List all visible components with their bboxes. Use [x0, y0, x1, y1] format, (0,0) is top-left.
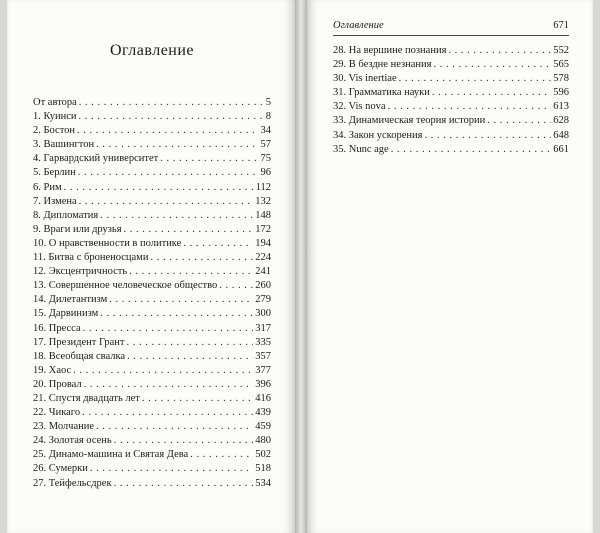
- toc-entry: [333, 86, 569, 100]
- toc-entry-title: 12. Эксцентричность: [33, 266, 128, 278]
- toc-entry: [33, 223, 271, 237]
- toc-entry: [33, 166, 271, 180]
- toc-entry-title: 19. Хаос: [33, 364, 72, 376]
- toc-entry-page-number: 8: [265, 111, 271, 123]
- toc-entry-title: 7. Измена: [33, 195, 77, 207]
- toc-entry-title: 33. Динамическая теория истории: [333, 115, 486, 127]
- toc-entry: [33, 378, 271, 392]
- toc-dot-leader: [64, 181, 254, 195]
- toc-entry: [33, 293, 271, 307]
- toc-entry-page-number: 112: [255, 181, 271, 193]
- toc-entry-page-number: 96: [260, 167, 271, 179]
- toc-entry-page-number: 34: [260, 125, 271, 137]
- toc-entry-title: 34. Закон ускорения: [333, 129, 423, 141]
- toc-entry: [33, 195, 271, 209]
- toc-entry-title: 22. Чикаго: [33, 407, 81, 419]
- toc-entry-page-number: 628: [553, 115, 569, 127]
- running-header-title: Оглавление: [333, 20, 384, 31]
- toc-entry-page-number: 596: [553, 87, 569, 99]
- toc-entry-page-number: 480: [255, 435, 271, 447]
- toc-dot-leader: [90, 462, 253, 476]
- left-page: [7, 0, 296, 533]
- toc-entry-title: 11. Битва с броненосцами: [33, 252, 149, 264]
- toc-entry-title: 8. Дипломатия: [33, 209, 99, 221]
- toc-entry: [33, 279, 271, 293]
- toc-entry-page-number: 357: [255, 350, 271, 362]
- toc-entry-page-number: 565: [553, 59, 569, 71]
- toc-entry-title: 16. Пресса: [33, 322, 81, 334]
- toc-entry-page-number: 459: [255, 421, 271, 433]
- toc-dot-leader: [127, 350, 253, 364]
- toc-entry-page-number: 148: [255, 209, 271, 221]
- toc-entry-title: 25. Динамо-машина и Святая Дева: [33, 449, 189, 461]
- toc-dot-leader: [78, 166, 259, 180]
- toc-dot-leader: [399, 72, 552, 86]
- toc-dot-leader: [424, 129, 551, 143]
- toc-dot-leader: [73, 364, 253, 378]
- toc-entry: [33, 152, 271, 166]
- toc-entry-title: 31. Грамматика науки: [333, 87, 430, 99]
- toc-dot-leader: [84, 378, 254, 392]
- toc-entry: [33, 265, 271, 279]
- toc-dot-leader: [183, 237, 253, 251]
- toc-entry-page-number: 648: [553, 129, 569, 141]
- toc-dot-leader: [124, 223, 254, 237]
- toc-entry-title: 9. Враги или друзья: [33, 223, 122, 235]
- toc-entry-title: 28. На вершине познания: [333, 45, 447, 56]
- toc-dot-leader: [100, 307, 253, 321]
- toc-dot-leader: [433, 58, 551, 72]
- toc-entry-title: 15. Дарвинизм: [33, 308, 99, 320]
- toc-entry: [33, 364, 271, 378]
- toc-entry-page-number: 396: [255, 378, 271, 390]
- toc-entry-title: 18. Всеобщая свалка: [33, 350, 126, 362]
- toc-dot-leader: [109, 293, 253, 307]
- toc-entry-title: 35. Nunc age: [333, 143, 389, 155]
- toc-entry: [33, 420, 271, 434]
- toc-entry: [333, 58, 569, 72]
- toc-entry-title: 6. Рим: [33, 181, 62, 193]
- toc-entry: [33, 209, 271, 223]
- toc-entry: [33, 448, 271, 462]
- toc-entry-page-number: 613: [553, 101, 569, 113]
- toc-list-right: [333, 44, 569, 157]
- toc-entry: [33, 350, 271, 364]
- toc-dot-leader: [96, 420, 253, 434]
- toc-entry: [33, 307, 271, 321]
- toc-dot-leader: [432, 86, 551, 100]
- toc-entry-title: 24. Золотая осень: [33, 435, 112, 447]
- toc-entry: [33, 124, 271, 138]
- toc-entry-page-number: 578: [553, 73, 569, 85]
- toc-entry: [33, 406, 271, 420]
- toc-dot-leader: [448, 44, 551, 58]
- toc-entry: [333, 143, 569, 157]
- toc-dot-leader: [391, 143, 552, 157]
- toc-entry: [33, 96, 271, 110]
- toc-entry-title: 23. Молчание: [33, 421, 95, 433]
- toc-dot-leader: [388, 100, 552, 114]
- toc-dot-leader: [487, 114, 551, 128]
- toc-entry-title: От автора: [33, 97, 77, 108]
- toc-entry: [33, 138, 271, 152]
- toc-entry-title: 21. Спустя двадцать лет: [33, 392, 140, 404]
- toc-entry-page-number: 224: [255, 252, 271, 264]
- toc-entry: [333, 44, 569, 58]
- toc-dot-leader: [83, 322, 254, 336]
- toc-entry-page-number: 300: [255, 308, 271, 320]
- toc-entry: [33, 392, 271, 406]
- toc-dot-leader: [150, 251, 253, 265]
- toc-dot-leader: [79, 195, 254, 209]
- toc-entry-title: 27. Тейфельсдрек: [33, 477, 112, 489]
- toc-heading: Оглавление: [109, 42, 195, 59]
- toc-dot-leader: [78, 110, 263, 124]
- toc-entry-title: 5. Берлин: [33, 167, 76, 179]
- toc-dot-leader: [190, 448, 253, 462]
- toc-entry: [33, 434, 271, 448]
- toc-entry-page-number: 661: [553, 143, 569, 155]
- running-header-page-number: 671: [553, 20, 569, 31]
- toc-entry-title: 10. О нравственности в политике: [33, 237, 182, 249]
- toc-entry-page-number: 5: [265, 97, 271, 108]
- toc-dot-leader: [100, 209, 253, 223]
- toc-entry: [33, 477, 271, 491]
- toc-entry: [33, 462, 271, 476]
- toc-entry-page-number: 335: [255, 336, 271, 348]
- toc-entry: [33, 110, 271, 124]
- toc-entry-page-number: 75: [260, 153, 271, 165]
- toc-entry-page-number: 518: [255, 463, 271, 475]
- toc-entry: [33, 181, 271, 195]
- toc-entry-page-number: 552: [553, 45, 569, 56]
- toc-entry-title: 13. Совершенное человеческое общество: [33, 280, 218, 292]
- toc-entry-page-number: 132: [255, 195, 271, 207]
- toc-dot-leader: [114, 434, 254, 448]
- toc-entry-title: 14. Дилетантизм: [33, 294, 108, 306]
- toc-entry-page-number: 194: [255, 237, 271, 249]
- toc-dot-leader: [129, 265, 253, 279]
- toc-entry: [333, 114, 569, 128]
- toc-dot-leader: [79, 96, 264, 110]
- right-page: [306, 0, 593, 533]
- toc-entry-title: 1. Куинси: [33, 111, 77, 123]
- toc-entry-page-number: 241: [255, 266, 271, 278]
- toc-dot-leader: [127, 336, 254, 350]
- toc-entry-page-number: 534: [255, 477, 271, 489]
- toc-entry-page-number: 377: [255, 364, 271, 376]
- toc-entry-title: 20. Провал: [33, 378, 82, 390]
- toc-dot-leader: [160, 152, 258, 166]
- toc-entry-page-number: 416: [255, 392, 271, 404]
- toc-entry-title: 32. Vis nova: [333, 101, 386, 113]
- toc-dot-leader: [96, 138, 258, 152]
- toc-entry: [33, 251, 271, 265]
- toc-dot-leader: [219, 279, 253, 293]
- toc-entry-page-number: 439: [255, 407, 271, 419]
- toc-entry-title: 2. Бостон: [33, 125, 76, 137]
- book-gutter: [296, 0, 306, 533]
- running-header: [333, 20, 569, 36]
- toc-entry: [33, 237, 271, 251]
- toc-entry-page-number: 57: [260, 139, 271, 151]
- toc-dot-leader: [142, 392, 253, 406]
- toc-dot-leader: [82, 406, 253, 420]
- toc-dot-leader: [114, 477, 254, 491]
- toc-entry: [333, 129, 569, 143]
- toc-entry: [333, 72, 569, 86]
- toc-entry-title: 3. Вашингтон: [33, 139, 95, 151]
- toc-entry-title: 4. Гарвардский университет: [33, 153, 159, 165]
- toc-entry-title: 29. В бездне незнания: [333, 59, 432, 71]
- toc-dot-leader: [77, 124, 258, 138]
- toc-entry: [333, 100, 569, 114]
- toc-entry-title: 26. Сумерки: [33, 463, 88, 475]
- toc-entry-page-number: 172: [255, 223, 271, 235]
- toc-entry: [33, 336, 271, 350]
- toc-entry-page-number: 317: [255, 322, 271, 334]
- toc-entry-title: 30. Vis inertiae: [333, 73, 397, 85]
- toc-list-left: [33, 96, 271, 491]
- toc-entry-page-number: 260: [255, 280, 271, 292]
- toc-entry-page-number: 502: [255, 449, 271, 461]
- toc-entry-title: 17. Президент Грант: [33, 336, 125, 348]
- toc-entry: [33, 322, 271, 336]
- toc-entry-page-number: 279: [255, 294, 271, 306]
